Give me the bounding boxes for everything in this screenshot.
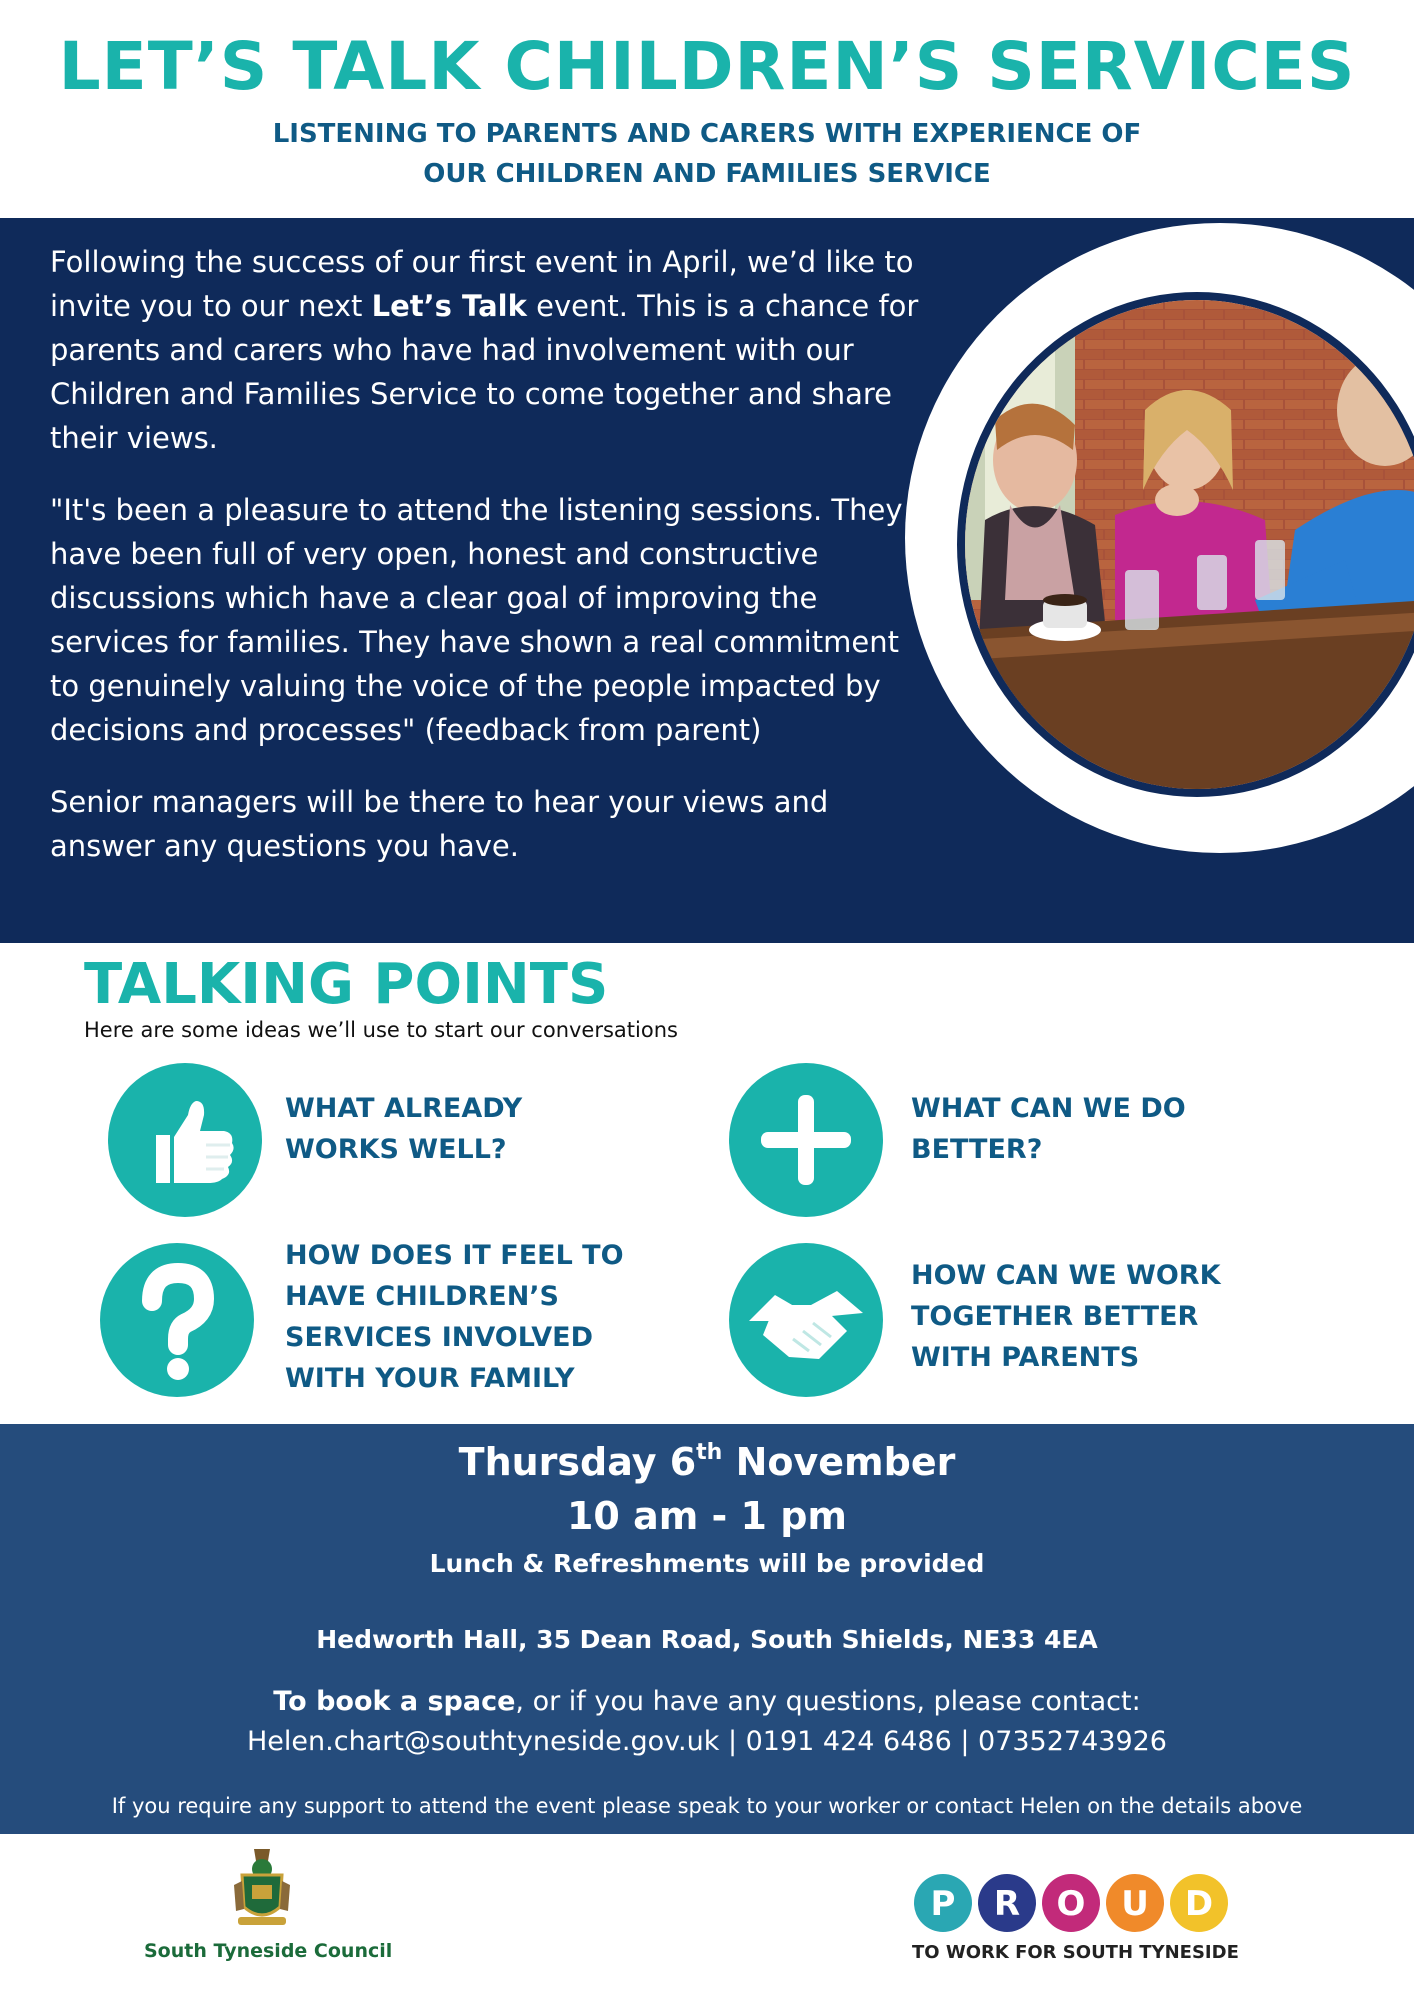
- council-crest-logo: [232, 1845, 292, 1937]
- talking-point-line: WITH PARENTS: [911, 1342, 1140, 1373]
- contact-details[interactable]: Helen.chart@southtyneside.gov.uk | 0191 424 6486 | 07352743926: [247, 1726, 1167, 1757]
- proud-letter: U: [1121, 1884, 1149, 1924]
- talking-point-line: HAVE CHILDREN’S: [285, 1281, 560, 1312]
- intro-text: [50, 240, 930, 896]
- handshake-icon: [729, 1243, 883, 1397]
- intro-panel: [0, 218, 1414, 943]
- talking-point-do-better: [911, 1088, 1186, 1170]
- talking-point-works-well: [285, 1088, 522, 1170]
- cafe-scene-illustration: [965, 300, 1414, 789]
- proud-letter: R: [993, 1884, 1021, 1924]
- proud-logo: [912, 1870, 1242, 1940]
- talking-point-line: WITH YOUR FAMILY: [285, 1363, 575, 1394]
- page-subtitle: [0, 114, 1414, 194]
- event-venue: Hedworth Hall, 35 Dean Road, South Shields, NE33 4EA: [316, 1625, 1098, 1654]
- talking-point-line: WHAT ALREADY: [285, 1093, 523, 1124]
- event-date-start: Thursday 6: [458, 1440, 697, 1484]
- council-name: South Tyneside Council: [144, 1940, 393, 1962]
- senior-managers-paragraph: Senior managers will be there to hear your views and answer any questions you have.: [50, 785, 829, 863]
- event-date-month: November: [722, 1440, 956, 1484]
- talking-point-work-together: [911, 1255, 1221, 1378]
- intro-text-start: Following the success of our first event in April, we’d like to invite you to our next: [50, 245, 914, 323]
- subtitle-line-2: OUR CHILDREN AND FAMILIES SERVICE: [423, 159, 991, 189]
- talking-point-line: HOW DOES IT FEEL TO: [285, 1240, 624, 1271]
- support-note: If you require any support to attend the event please speak to your worker or contact Helen on the details above: [111, 1794, 1303, 1818]
- talking-point-line: BETTER?: [911, 1134, 1043, 1165]
- intro-text-end: event. This is a chance for parents and carers who have had involvement with our Children and Families Service to come together and share their views.: [50, 289, 919, 455]
- talking-point-line: SERVICES INVOLVED: [285, 1322, 593, 1353]
- talking-point-line: WHAT CAN WE DO: [911, 1093, 1186, 1124]
- event-name-bold: Let’s Talk: [371, 289, 527, 323]
- parent-quote: "It's been a pleasure to attend the listening sessions. They have been full of very open, honest and constructive discussions which have a clear goal of improving the services for families. They have shown a real commitment to genuinely valuing the voice of the people impacted by decisions and processes" (feedback from parent): [50, 493, 903, 747]
- date-ordinal-suffix: th: [696, 1440, 723, 1465]
- proud-letter: O: [1056, 1884, 1086, 1924]
- plus-icon: [729, 1063, 883, 1217]
- proud-letter: P: [930, 1884, 956, 1924]
- lunch-note: Lunch & Refreshments will be provided: [429, 1549, 985, 1578]
- talking-point-line: TOGETHER BETTER: [911, 1301, 1199, 1332]
- booking-rest: , or if you have any questions, please contact:: [515, 1686, 1141, 1717]
- talking-point-how-it-feels: [285, 1235, 624, 1399]
- subtitle-line-1: LISTENING TO PARENTS AND CARERS WITH EXPERIENCE OF: [272, 119, 1142, 149]
- event-details-band: [0, 1424, 1414, 1834]
- booking-line: [0, 1686, 1414, 1717]
- proud-tagline: TO WORK FOR SOUTH TYNESIDE: [912, 1942, 1239, 1963]
- group-discussion-photo: [957, 292, 1414, 797]
- intro-paragraph: [50, 240, 930, 460]
- talking-points-title: TALKING POINTS: [84, 952, 609, 1017]
- talking-point-line: WORKS WELL?: [285, 1134, 507, 1165]
- talking-point-line: HOW CAN WE WORK: [911, 1260, 1221, 1291]
- thumbs-up-icon: [108, 1063, 262, 1217]
- event-date: [0, 1440, 1414, 1484]
- proud-letter: D: [1184, 1884, 1214, 1924]
- page-title: LET’S TALK CHILDREN’S SERVICES: [58, 28, 1356, 105]
- question-mark-icon: [100, 1243, 254, 1397]
- booking-bold: To book a space: [273, 1686, 516, 1717]
- event-time: 10 am - 1 pm: [566, 1494, 848, 1538]
- talking-points-subtitle: Here are some ideas we’ll use to start our conversations: [84, 1018, 678, 1042]
